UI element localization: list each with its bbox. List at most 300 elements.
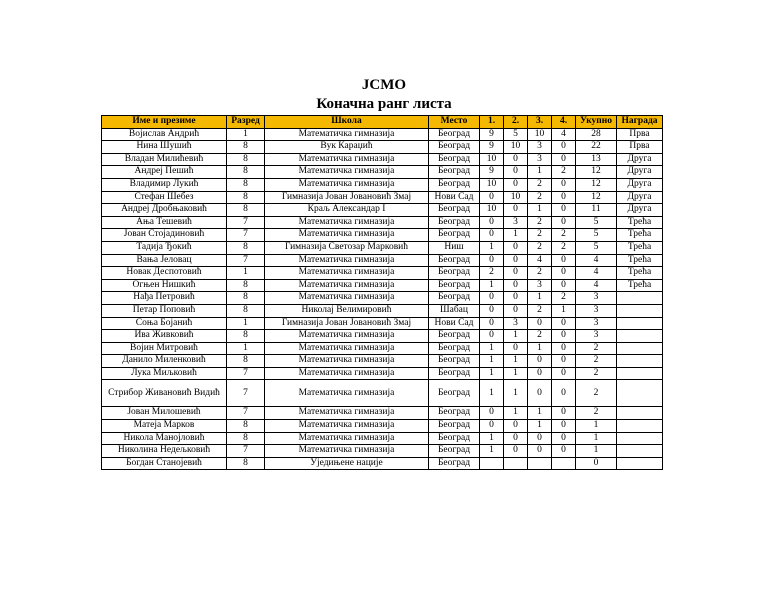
name-cell: Владимир Лукић xyxy=(102,178,227,191)
name-cell: Војислав Андрић xyxy=(102,128,227,141)
total-cell: 12 xyxy=(576,166,617,179)
table-row xyxy=(102,407,663,420)
problem4-cell: 0 xyxy=(552,254,576,267)
problem1-cell: 1 xyxy=(480,279,504,292)
grade-cell: 7 xyxy=(227,367,265,380)
problem1-cell: 1 xyxy=(480,367,504,380)
award-cell: Прва xyxy=(617,128,663,141)
problem3-cell: 0 xyxy=(528,380,552,407)
city-cell: Београд xyxy=(429,355,480,368)
award-cell xyxy=(617,342,663,355)
name-cell: Стрибор Живановић Видић xyxy=(102,380,227,407)
problem3-cell: 3 xyxy=(528,279,552,292)
column-header: Место xyxy=(429,116,480,129)
table-row xyxy=(102,457,663,470)
problem2-cell: 0 xyxy=(504,166,528,179)
table-row xyxy=(102,292,663,305)
grade-cell: 8 xyxy=(227,191,265,204)
problem1-cell: 1 xyxy=(480,445,504,458)
problem1-cell: 1 xyxy=(480,432,504,445)
column-header: 4. xyxy=(552,116,576,129)
total-cell: 3 xyxy=(576,317,617,330)
problem3-cell: 2 xyxy=(528,178,552,191)
table-row xyxy=(102,191,663,204)
award-cell: Трећа xyxy=(617,267,663,280)
school-cell: Математичка гимназија xyxy=(265,128,429,141)
name-cell: Вања Јеловац xyxy=(102,254,227,267)
award-cell xyxy=(617,292,663,305)
total-cell: 28 xyxy=(576,128,617,141)
total-cell: 4 xyxy=(576,254,617,267)
award-cell xyxy=(617,457,663,470)
problem1-cell: 1 xyxy=(480,380,504,407)
table-row xyxy=(102,445,663,458)
problem2-cell: 1 xyxy=(504,229,528,242)
award-cell xyxy=(617,317,663,330)
problem3-cell: 2 xyxy=(528,229,552,242)
name-cell: Ива Живковић xyxy=(102,330,227,343)
problem2-cell xyxy=(504,457,528,470)
total-cell: 2 xyxy=(576,355,617,368)
problem2-cell: 5 xyxy=(504,128,528,141)
grade-cell: 8 xyxy=(227,141,265,154)
document-title: ЈСМО xyxy=(361,77,407,93)
city-cell: Београд xyxy=(429,445,480,458)
award-cell xyxy=(617,407,663,420)
problem1-cell: 0 xyxy=(480,254,504,267)
problem4-cell: 0 xyxy=(552,355,576,368)
table-row xyxy=(102,317,663,330)
problem1-cell: 1 xyxy=(480,355,504,368)
name-cell: Нина Шушић xyxy=(102,141,227,154)
grade-cell: 8 xyxy=(227,355,265,368)
problem4-cell: 2 xyxy=(552,241,576,254)
table-row xyxy=(102,128,663,141)
problem2-cell: 0 xyxy=(504,267,528,280)
name-cell: Нађа Петровић xyxy=(102,292,227,305)
city-cell: Београд xyxy=(429,229,480,242)
table-row xyxy=(102,216,663,229)
problem4-cell: 0 xyxy=(552,204,576,217)
city-cell: Београд xyxy=(429,216,480,229)
total-cell: 1 xyxy=(576,445,617,458)
table-row xyxy=(102,342,663,355)
table-row xyxy=(102,267,663,280)
problem2-cell: 10 xyxy=(504,141,528,154)
name-cell: Стефан Шебез xyxy=(102,191,227,204)
problem2-cell: 10 xyxy=(504,191,528,204)
problem3-cell: 2 xyxy=(528,241,552,254)
problem1-cell: 9 xyxy=(480,141,504,154)
school-cell: Математичка гимназија xyxy=(265,178,429,191)
total-cell: 11 xyxy=(576,204,617,217)
total-cell: 5 xyxy=(576,229,617,242)
problem1-cell: 0 xyxy=(480,292,504,305)
problem3-cell: 0 xyxy=(528,432,552,445)
total-cell: 4 xyxy=(576,267,617,280)
column-header: 1. xyxy=(480,116,504,129)
problem4-cell: 0 xyxy=(552,367,576,380)
grade-cell: 8 xyxy=(227,241,265,254)
problem2-cell: 0 xyxy=(504,292,528,305)
problem4-cell: 0 xyxy=(552,191,576,204)
problem2-cell: 1 xyxy=(504,330,528,343)
problem4-cell: 4 xyxy=(552,128,576,141)
grade-cell: 8 xyxy=(227,457,265,470)
school-cell: Гимназија Светозар Марковић xyxy=(265,241,429,254)
problem3-cell: 1 xyxy=(528,166,552,179)
problem4-cell: 0 xyxy=(552,141,576,154)
grade-cell: 7 xyxy=(227,380,265,407)
problem3-cell: 2 xyxy=(528,216,552,229)
name-cell: Соња Бојанић xyxy=(102,317,227,330)
problem4-cell: 0 xyxy=(552,380,576,407)
school-cell: Математичка гимназија xyxy=(265,355,429,368)
school-cell: Математичка гимназија xyxy=(265,153,429,166)
table-row xyxy=(102,229,663,242)
school-cell: Математичка гимназија xyxy=(265,380,429,407)
problem3-cell: 0 xyxy=(528,367,552,380)
school-cell: Математичка гимназија xyxy=(265,420,429,433)
grade-cell: 7 xyxy=(227,254,265,267)
school-cell: Гимназија Јован Јовановић Змај xyxy=(265,317,429,330)
problem3-cell: 3 xyxy=(528,153,552,166)
problem1-cell: 0 xyxy=(480,330,504,343)
total-cell: 4 xyxy=(576,279,617,292)
city-cell: Београд xyxy=(429,342,480,355)
total-cell: 1 xyxy=(576,420,617,433)
award-cell: Трећа xyxy=(617,241,663,254)
name-cell: Матеја Марков xyxy=(102,420,227,433)
name-cell: Николина Недељковић xyxy=(102,445,227,458)
table-row xyxy=(102,279,663,292)
total-cell: 2 xyxy=(576,367,617,380)
award-cell xyxy=(617,380,663,407)
city-cell: Београд xyxy=(429,254,480,267)
problem2-cell: 1 xyxy=(504,367,528,380)
award-cell: Друга xyxy=(617,166,663,179)
problem3-cell: 2 xyxy=(528,330,552,343)
total-cell: 5 xyxy=(576,241,617,254)
grade-cell: 8 xyxy=(227,279,265,292)
table-row xyxy=(102,141,663,154)
problem2-cell: 0 xyxy=(504,241,528,254)
problem2-cell: 0 xyxy=(504,178,528,191)
name-cell: Јован Стојадиновић xyxy=(102,229,227,242)
school-cell: Математичка гимназија xyxy=(265,407,429,420)
problem1-cell: 1 xyxy=(480,241,504,254)
name-cell: Владан Милићевић xyxy=(102,153,227,166)
problem2-cell: 0 xyxy=(504,432,528,445)
problem1-cell: 0 xyxy=(480,317,504,330)
grade-cell: 8 xyxy=(227,204,265,217)
problem3-cell: 4 xyxy=(528,254,552,267)
problem3-cell: 2 xyxy=(528,267,552,280)
award-cell: Трећа xyxy=(617,229,663,242)
total-cell: 3 xyxy=(576,292,617,305)
problem2-cell: 0 xyxy=(504,204,528,217)
city-cell: Београд xyxy=(429,457,480,470)
column-header: 2. xyxy=(504,116,528,129)
total-cell: 3 xyxy=(576,330,617,343)
problem3-cell: 10 xyxy=(528,128,552,141)
problem3-cell: 1 xyxy=(528,342,552,355)
problem3-cell: 1 xyxy=(528,204,552,217)
grade-cell: 1 xyxy=(227,267,265,280)
table-row xyxy=(102,304,663,317)
total-cell: 12 xyxy=(576,178,617,191)
table-row xyxy=(102,380,663,407)
problem4-cell: 0 xyxy=(552,432,576,445)
award-cell: Друга xyxy=(617,204,663,217)
column-header: Школа xyxy=(265,116,429,129)
school-cell: Гимназија Јован Јовановић Змај xyxy=(265,191,429,204)
city-cell: Београд xyxy=(429,178,480,191)
document-subtitle: Коначна ранг листа xyxy=(316,96,452,112)
problem1-cell: 1 xyxy=(480,342,504,355)
total-cell: 13 xyxy=(576,153,617,166)
problem1-cell: 10 xyxy=(480,204,504,217)
school-cell: Математичка гимназија xyxy=(265,229,429,242)
table-row xyxy=(102,241,663,254)
problem2-cell: 3 xyxy=(504,216,528,229)
award-cell xyxy=(617,304,663,317)
city-cell: Нови Сад xyxy=(429,317,480,330)
city-cell: Београд xyxy=(429,141,480,154)
problem2-cell: 1 xyxy=(504,380,528,407)
table-row xyxy=(102,432,663,445)
table-header-row xyxy=(102,116,663,129)
city-cell: Шабац xyxy=(429,304,480,317)
problem1-cell xyxy=(480,457,504,470)
grade-cell: 7 xyxy=(227,445,265,458)
total-cell: 1 xyxy=(576,432,617,445)
name-cell: Јован Милошевић xyxy=(102,407,227,420)
city-cell: Београд xyxy=(429,292,480,305)
award-cell: Прва xyxy=(617,141,663,154)
total-cell: 5 xyxy=(576,216,617,229)
problem4-cell: 0 xyxy=(552,216,576,229)
problem3-cell: 0 xyxy=(528,445,552,458)
grade-cell: 1 xyxy=(227,342,265,355)
school-cell: Математичка гимназија xyxy=(265,445,429,458)
problem4-cell: 0 xyxy=(552,317,576,330)
city-cell: Београд xyxy=(429,267,480,280)
city-cell: Београд xyxy=(429,330,480,343)
problem3-cell: 1 xyxy=(528,420,552,433)
problem4-cell xyxy=(552,457,576,470)
award-cell xyxy=(617,330,663,343)
column-header: Укупно xyxy=(576,116,617,129)
award-cell: Трећа xyxy=(617,216,663,229)
city-cell: Београд xyxy=(429,407,480,420)
problem2-cell: 0 xyxy=(504,420,528,433)
school-cell: Уједињене нације xyxy=(265,457,429,470)
name-cell: Петар Поповић xyxy=(102,304,227,317)
problem3-cell: 3 xyxy=(528,141,552,154)
award-cell: Трећа xyxy=(617,279,663,292)
problem3-cell: 1 xyxy=(528,407,552,420)
school-cell: Вук Караџић xyxy=(265,141,429,154)
grade-cell: 7 xyxy=(227,407,265,420)
grade-cell: 1 xyxy=(227,317,265,330)
school-cell: Математичка гимназија xyxy=(265,330,429,343)
name-cell: Новак Деспотовић xyxy=(102,267,227,280)
problem3-cell: 2 xyxy=(528,191,552,204)
award-cell xyxy=(617,445,663,458)
problem2-cell: 0 xyxy=(504,445,528,458)
problem1-cell: 0 xyxy=(480,304,504,317)
problem4-cell: 0 xyxy=(552,445,576,458)
name-cell: Данило Миленковић xyxy=(102,355,227,368)
table-row xyxy=(102,367,663,380)
problem2-cell: 1 xyxy=(504,355,528,368)
name-cell: Огњен Нишкић xyxy=(102,279,227,292)
total-cell: 12 xyxy=(576,191,617,204)
school-cell: Математичка гимназија xyxy=(265,342,429,355)
award-cell xyxy=(617,355,663,368)
grade-cell: 1 xyxy=(227,128,265,141)
problem3-cell: 0 xyxy=(528,317,552,330)
problem1-cell: 10 xyxy=(480,153,504,166)
table-row xyxy=(102,178,663,191)
total-cell: 22 xyxy=(576,141,617,154)
problem1-cell: 2 xyxy=(480,267,504,280)
city-cell: Ниш xyxy=(429,241,480,254)
city-cell: Београд xyxy=(429,204,480,217)
award-cell xyxy=(617,367,663,380)
problem1-cell: 0 xyxy=(480,191,504,204)
grade-cell: 8 xyxy=(227,292,265,305)
problem4-cell: 2 xyxy=(552,229,576,242)
school-cell: Краљ Александар I xyxy=(265,204,429,217)
problem4-cell: 0 xyxy=(552,178,576,191)
problem4-cell: 0 xyxy=(552,330,576,343)
school-cell: Математичка гимназија xyxy=(265,166,429,179)
ranking-table xyxy=(101,115,663,470)
column-header: 3. xyxy=(528,116,552,129)
grade-cell: 8 xyxy=(227,166,265,179)
city-cell: Београд xyxy=(429,166,480,179)
problem4-cell: 2 xyxy=(552,166,576,179)
problem1-cell: 0 xyxy=(480,216,504,229)
problem4-cell: 0 xyxy=(552,407,576,420)
problem3-cell: 1 xyxy=(528,292,552,305)
problem2-cell: 0 xyxy=(504,304,528,317)
city-cell: Београд xyxy=(429,367,480,380)
total-cell: 3 xyxy=(576,304,617,317)
city-cell: Београд xyxy=(429,128,480,141)
problem4-cell: 0 xyxy=(552,267,576,280)
school-cell: Математичка гимназија xyxy=(265,267,429,280)
name-cell: Тадија Ђокић xyxy=(102,241,227,254)
name-cell: Лука Миљковић xyxy=(102,367,227,380)
school-cell: Математичка гимназија xyxy=(265,432,429,445)
problem1-cell: 0 xyxy=(480,229,504,242)
problem4-cell: 0 xyxy=(552,420,576,433)
table-row xyxy=(102,420,663,433)
grade-cell: 7 xyxy=(227,229,265,242)
grade-cell: 8 xyxy=(227,153,265,166)
name-cell: Андреј Дробњаковић xyxy=(102,204,227,217)
problem1-cell: 9 xyxy=(480,128,504,141)
problem1-cell: 0 xyxy=(480,407,504,420)
table-row xyxy=(102,254,663,267)
problem1-cell: 10 xyxy=(480,178,504,191)
grade-cell: 8 xyxy=(227,304,265,317)
name-cell: Никола Манојловић xyxy=(102,432,227,445)
grade-cell: 8 xyxy=(227,420,265,433)
column-header: Име и презиме xyxy=(102,116,227,129)
city-cell: Београд xyxy=(429,432,480,445)
grade-cell: 8 xyxy=(227,178,265,191)
problem4-cell: 2 xyxy=(552,292,576,305)
problem4-cell: 1 xyxy=(552,304,576,317)
award-cell: Друга xyxy=(617,153,663,166)
name-cell: Војин Митровић xyxy=(102,342,227,355)
problem1-cell: 0 xyxy=(480,420,504,433)
award-cell: Друга xyxy=(617,178,663,191)
problem3-cell: 2 xyxy=(528,304,552,317)
school-cell: Математичка гимназија xyxy=(265,279,429,292)
grade-cell: 8 xyxy=(227,432,265,445)
award-cell xyxy=(617,420,663,433)
city-cell: Београд xyxy=(429,279,480,292)
problem3-cell: 0 xyxy=(528,355,552,368)
city-cell: Београд xyxy=(429,420,480,433)
grade-cell: 7 xyxy=(227,216,265,229)
school-cell: Николај Велимировић xyxy=(265,304,429,317)
problem2-cell: 0 xyxy=(504,279,528,292)
total-cell: 2 xyxy=(576,342,617,355)
problem2-cell: 0 xyxy=(504,342,528,355)
total-cell: 2 xyxy=(576,380,617,407)
city-cell: Београд xyxy=(429,153,480,166)
total-cell: 0 xyxy=(576,457,617,470)
problem4-cell: 0 xyxy=(552,342,576,355)
total-cell: 2 xyxy=(576,407,617,420)
problem2-cell: 0 xyxy=(504,254,528,267)
award-cell: Друга xyxy=(617,191,663,204)
school-cell: Математичка гимназија xyxy=(265,216,429,229)
award-cell xyxy=(617,432,663,445)
name-cell: Богдан Станојевић xyxy=(102,457,227,470)
table-row xyxy=(102,153,663,166)
problem4-cell: 0 xyxy=(552,279,576,292)
problem1-cell: 9 xyxy=(480,166,504,179)
problem2-cell: 1 xyxy=(504,407,528,420)
school-cell: Математичка гимназија xyxy=(265,292,429,305)
city-cell: Нови Сад xyxy=(429,191,480,204)
problem3-cell xyxy=(528,457,552,470)
school-cell: Математичка гимназија xyxy=(265,254,429,267)
column-header: Награда xyxy=(617,116,663,129)
table-body xyxy=(102,128,663,470)
table-row xyxy=(102,204,663,217)
name-cell: Ања Тешевић xyxy=(102,216,227,229)
school-cell: Математичка гимназија xyxy=(265,367,429,380)
table-row xyxy=(102,330,663,343)
problem2-cell: 0 xyxy=(504,153,528,166)
award-cell: Трећа xyxy=(617,254,663,267)
table-row xyxy=(102,166,663,179)
column-header: Разред xyxy=(227,116,265,129)
problem2-cell: 3 xyxy=(504,317,528,330)
name-cell: Андреј Пешић xyxy=(102,166,227,179)
problem4-cell: 0 xyxy=(552,153,576,166)
city-cell: Београд xyxy=(429,380,480,407)
grade-cell: 8 xyxy=(227,330,265,343)
